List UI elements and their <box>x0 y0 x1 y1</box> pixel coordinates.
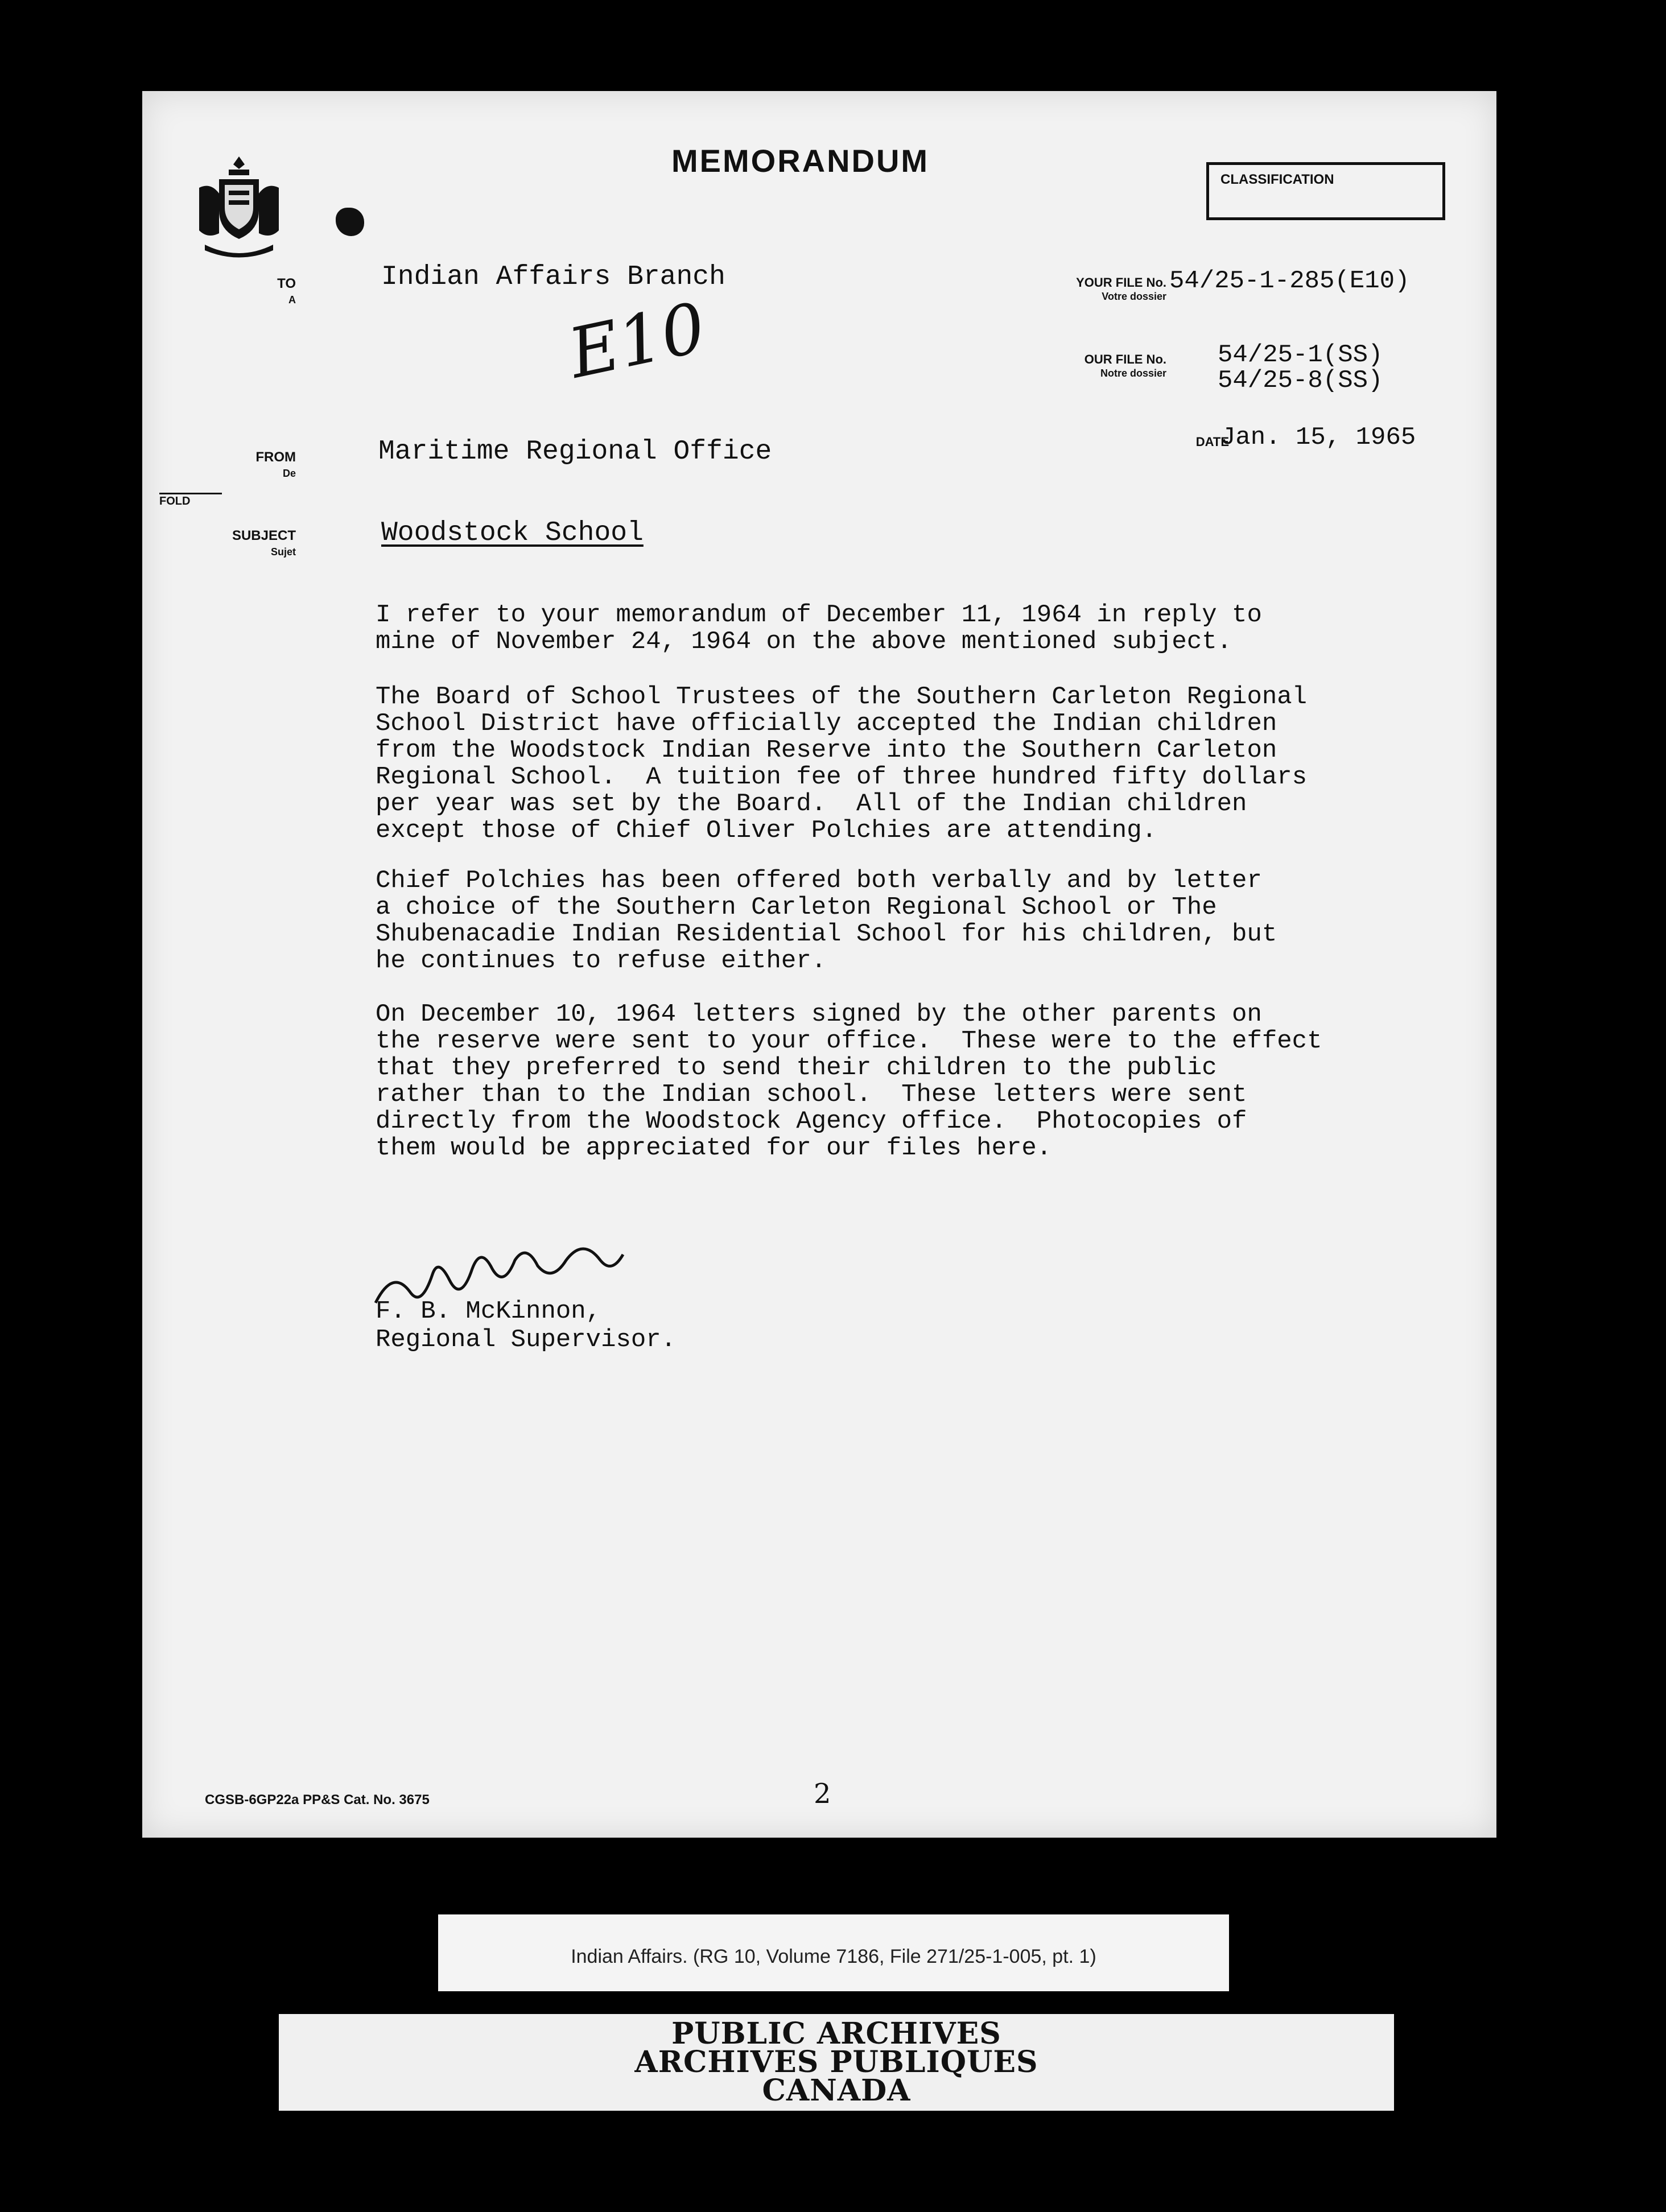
form-code: CGSB-6GP22a PP&S Cat. No. 3675 <box>205 1792 430 1807</box>
subject-label: SUBJECT <box>232 528 296 543</box>
our-file-label-fr: Notre dossier <box>1100 368 1166 379</box>
fold-label: FOLD <box>159 495 191 507</box>
date-label: DATE <box>1195 435 1229 449</box>
from-label-group <box>216 449 296 481</box>
to-value: Indian Affairs Branch <box>381 262 725 292</box>
fold-line <box>159 493 222 494</box>
stamp-line-1: PUBLIC ARCHIVES <box>671 2016 1001 2051</box>
our-file-label-group <box>1047 353 1166 380</box>
our-file-value-1: 54/25-1(SS) <box>1218 341 1383 369</box>
canada-coat-of-arms-icon <box>193 154 284 262</box>
to-label-group <box>216 276 296 308</box>
signer-name: F. B. McKinnon, <box>376 1297 601 1326</box>
our-file-label: OUR FILE No. <box>1084 352 1166 366</box>
classification-label: CLASSIFICATION <box>1220 172 1334 187</box>
signature-block <box>376 1297 676 1354</box>
subject-label-group <box>216 528 296 560</box>
page-mark: 2 <box>814 1778 831 1810</box>
ink-blot <box>336 208 364 236</box>
body-paragraph-3: Chief Polchies has been offered both verbally and by letter a choice of the Southern Carleton Regional School or The Shubenacadie Indian Residential School for his children, but he continues to refuse either. <box>376 866 1277 975</box>
your-file-label: YOUR FILE No. <box>1076 275 1166 290</box>
body-paragraph-4: On December 10, 1964 letters signed by the other parents on the reserve were sent to your office. These were to the effect that they preferred to send their children to the public rather than to the Indian school. These letters were sent directly from the Woodstock Agency office. Photocopies of them would be appreciated for our files here. <box>376 1000 1322 1162</box>
from-label-fr: De <box>282 468 296 479</box>
handwritten-file-mark: E10 <box>562 288 713 394</box>
your-file-value: 54/25-1-285(E10) <box>1169 267 1410 295</box>
body-paragraph-1: I refer to your memorandum of December 11, 1964 in reply to mine of November 24, 1964 on the above mentioned subject. <box>376 601 1262 656</box>
archive-caption-card <box>438 1914 1229 1991</box>
your-file-label-fr: Votre dossier <box>1102 291 1166 302</box>
from-label: FROM <box>255 449 296 465</box>
public-archives-stamp <box>279 2014 1394 2111</box>
date-value: Jan. 15, 1965 <box>1220 423 1416 452</box>
memo-title: MEMORANDUM <box>671 143 930 179</box>
your-file-label-group <box>1047 276 1166 303</box>
memo-page <box>142 91 1496 1838</box>
to-label-fr: A <box>288 294 296 306</box>
subject-value: Woodstock School <box>381 518 644 548</box>
our-file-value-2: 54/25-8(SS) <box>1218 366 1383 395</box>
classification-box <box>1206 162 1445 220</box>
from-value: Maritime Regional Office <box>378 436 772 467</box>
body-paragraph-2: The Board of School Trustees of the Southern Carleton Regional School District have officially accepted the Indian children from the Woodstock Indian Reserve into the Southern Carleton Regional School. A tuition fee of three hundred fifty dollars per year was set by the Board. All of the Indian children except those of Chief Oliver Polchies are attending. <box>376 683 1308 845</box>
signer-title: Regional Supervisor. <box>376 1326 677 1354</box>
stamp-line-2: ARCHIVES PUBLIQUES <box>634 2045 1038 2079</box>
to-label: TO <box>277 276 296 291</box>
stamp-line-3: CANADA <box>762 2073 911 2108</box>
subject-label-fr: Sujet <box>270 546 296 558</box>
archive-caption: Indian Affairs. (RG 10, Volume 7186, File 271/25-1-005, pt. 1) <box>571 1946 1096 1967</box>
